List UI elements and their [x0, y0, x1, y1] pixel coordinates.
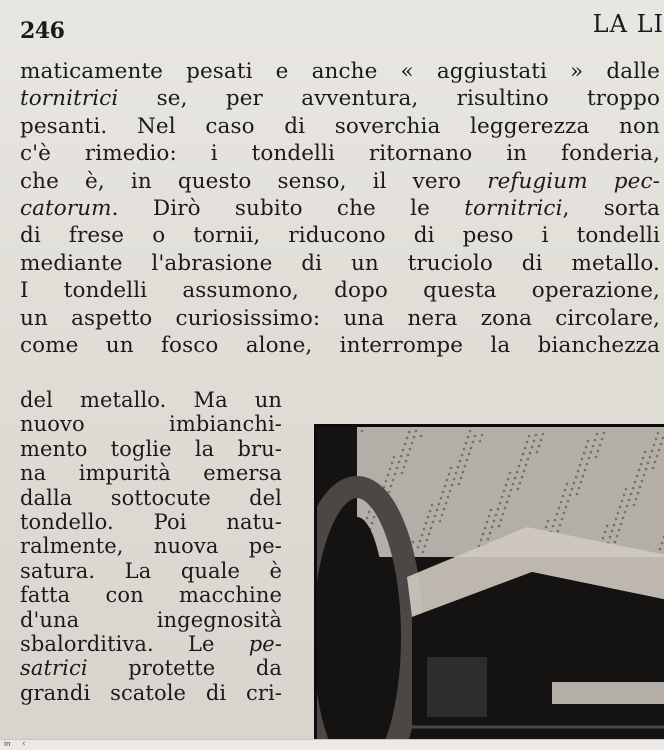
photo-grain [641, 480, 644, 483]
photo-grain [521, 476, 524, 479]
photo-grain [518, 465, 521, 468]
photo-grain [557, 530, 560, 533]
photo-grain [516, 471, 519, 474]
text-line [20, 222, 660, 249]
photo-grain [642, 457, 645, 460]
photo-grain [657, 432, 660, 435]
text-line [20, 250, 660, 277]
photo-grain [426, 539, 429, 542]
photo-grain [630, 493, 633, 496]
text-run: satura. La quale è [20, 558, 282, 583]
text-line [20, 656, 282, 680]
photo-grain [639, 486, 642, 489]
text-run: ralmente, nuova pe- [20, 534, 282, 559]
photo-grain [619, 506, 622, 509]
photo-grain [633, 504, 636, 507]
photo-grain [594, 439, 597, 442]
photo-grain [525, 464, 528, 467]
italic-term: tornitrici [464, 196, 563, 222]
photo-grain [655, 438, 658, 441]
photo-grain [393, 456, 396, 459]
photo-grain [422, 551, 425, 554]
photo-grain [441, 514, 444, 517]
photo-grain [622, 517, 625, 520]
photo-grain [482, 533, 485, 536]
photo-grain [438, 503, 441, 506]
photo-grain [453, 478, 456, 481]
photo-grain [661, 542, 664, 545]
text-line [20, 195, 660, 222]
italic-term: tornitrici [20, 86, 119, 112]
photo-grain [507, 478, 510, 481]
text-run: na impurità emersa [20, 461, 282, 486]
photo-grain [455, 472, 458, 475]
photo-grain [448, 473, 451, 476]
photo-grain [403, 466, 406, 469]
photo-grain [411, 442, 414, 445]
photo-grain [524, 447, 527, 450]
photo-grain [611, 530, 614, 533]
photo-grain [558, 507, 561, 510]
photo-grain [465, 442, 468, 445]
photo-grain [644, 451, 647, 454]
text-line [20, 305, 660, 332]
photo-grain [540, 439, 543, 442]
photo-grain [527, 458, 530, 461]
photo-grain [402, 449, 405, 452]
text-run: protette da [87, 656, 282, 681]
text-run: di frese o tornii, riducono di peso i tondelli [20, 223, 660, 249]
photo-grain [624, 511, 627, 514]
photo-grain [520, 459, 523, 462]
photo-grain [566, 483, 569, 486]
photo-grain [519, 482, 522, 485]
text-run: dalla sottocute del [20, 485, 282, 510]
photo-block [427, 657, 487, 717]
photo-grain [408, 431, 411, 434]
text-run: I tondelli assumono, dopo questa operazione, [20, 278, 660, 304]
photo-grain [371, 522, 374, 525]
photo-grain [460, 477, 463, 480]
text-line [20, 437, 282, 461]
photo-grain [575, 476, 578, 479]
photo-grain [509, 472, 512, 475]
photo-grain [615, 518, 618, 521]
photo-grain [401, 472, 404, 475]
photo-grain [510, 489, 513, 492]
photo-grain [396, 467, 399, 470]
photo-grain [652, 467, 655, 470]
photo-grain [472, 441, 475, 444]
photo-grain [405, 460, 408, 463]
photo-grain [617, 512, 620, 515]
photo-grain [623, 494, 626, 497]
photo-grain [596, 433, 599, 436]
photo-grain [636, 475, 639, 478]
photo-grain [547, 520, 550, 523]
photo-grain [439, 520, 442, 523]
photo-wheel-hub [327, 517, 387, 750]
text-run: un aspetto curiosissimo: una nera zona circolare, [20, 305, 660, 331]
italic-term: pe- [248, 632, 282, 657]
page-number: 246 [20, 18, 65, 44]
page-header [18, 8, 664, 48]
photo-grain [493, 520, 496, 523]
text-run: c'è rimedio: i tondelli ritornano in fonderia, [20, 141, 660, 167]
photo-grain [531, 446, 534, 449]
photo-grain [613, 524, 616, 527]
photo-grain [595, 456, 598, 459]
text-run: d'una ingegnosità [20, 607, 282, 632]
photo-grain [573, 482, 576, 485]
photo-grain [474, 435, 477, 438]
text-run: mediante l'abrasione di un truciolo di metallo. [20, 250, 660, 276]
photo-grain [436, 509, 439, 512]
photo-grain [450, 467, 453, 470]
photo-grain [505, 484, 508, 487]
photo-grain [592, 445, 595, 448]
photo-grain [503, 490, 506, 493]
photo-grain [413, 436, 416, 439]
photo-grain [621, 500, 624, 503]
photo-grain [504, 507, 507, 510]
photo-grain [654, 461, 657, 464]
photo-grain [468, 453, 471, 456]
photo-grain [443, 508, 446, 511]
photo-grain [392, 479, 395, 482]
photo-grain [576, 493, 579, 496]
photo-grain [389, 468, 392, 471]
photo-grain [459, 460, 462, 463]
photo-grain [645, 468, 648, 471]
photo-grain [582, 475, 585, 478]
text-line [20, 85, 660, 112]
photo-grain [451, 484, 454, 487]
photo-grain [427, 516, 430, 519]
photo-grain [538, 445, 541, 448]
photo-grain [499, 502, 502, 505]
photo-grain [517, 488, 520, 491]
text-line [20, 388, 282, 412]
photo-grain [562, 495, 565, 498]
photo-grain [434, 515, 437, 518]
photo-grain [533, 440, 536, 443]
photo-grain [467, 436, 470, 439]
text-line [20, 608, 282, 632]
photo-grain [419, 540, 422, 543]
photo-grain [599, 444, 602, 447]
photo-grain [470, 447, 473, 450]
photo-grain [601, 438, 604, 441]
photo-grain [565, 506, 568, 509]
photo-grain [366, 517, 369, 520]
photo-grain [502, 513, 505, 516]
italic-term: refugium pec- [487, 168, 660, 194]
photo-grain [512, 483, 515, 486]
photo-grain [497, 508, 500, 511]
text-run: che è, in questo senso, il vero [20, 168, 488, 194]
photo-grain [491, 526, 494, 529]
text-line [20, 277, 660, 304]
text-run: maticamente pesati e anche « aggiustati » dalle [20, 59, 660, 84]
photo-illustration [317, 427, 664, 750]
photo-grain [400, 455, 403, 458]
photo-grain [616, 535, 619, 538]
photo-grain [489, 532, 492, 535]
photo-grain [368, 511, 371, 514]
photo-grain [430, 527, 433, 530]
italic-term: catorum [20, 196, 112, 222]
photo-grain [440, 497, 443, 500]
photo-grain [388, 491, 391, 494]
photo-grain [469, 430, 472, 433]
photo-grain [387, 474, 390, 477]
photo-grain [432, 521, 435, 524]
text-run: del metallo. Ma un [20, 388, 282, 412]
photo-grain [442, 491, 445, 494]
photo-grain [579, 464, 582, 467]
photo-grain [604, 531, 607, 534]
photo-grain [486, 521, 489, 524]
photo-grain [542, 433, 545, 436]
text-run: se, per avventura, risultino troppo [118, 86, 660, 112]
photo-grain [580, 481, 583, 484]
photo-grain [535, 434, 538, 437]
running-title: LA LI [592, 10, 664, 38]
photo-grain [653, 444, 656, 447]
photo-grain [618, 529, 621, 532]
photo-grain [577, 470, 580, 473]
photo-grain [412, 541, 415, 544]
text-line [20, 534, 282, 558]
photo-grain [431, 504, 434, 507]
viewer-mark: in [4, 740, 11, 748]
chevron-left-icon[interactable]: ‹ [22, 739, 26, 749]
photo-grain [632, 487, 635, 490]
photo-grain [444, 485, 447, 488]
photo-grain [484, 527, 487, 530]
photo-grain [567, 500, 570, 503]
photo-grain [458, 483, 461, 486]
photo-grain [545, 526, 548, 529]
photo-grain [500, 519, 503, 522]
photo-grain [647, 462, 650, 465]
narrow-column-text [20, 388, 282, 705]
photo-grain [554, 519, 557, 522]
photo-grain [560, 501, 563, 504]
photo-grain [498, 525, 501, 528]
photo-grain [407, 454, 410, 457]
photo-grain [514, 477, 517, 480]
photo-grain [390, 485, 393, 488]
photo-grain [361, 430, 364, 433]
photo-grain [556, 513, 559, 516]
photo-grain [614, 541, 617, 544]
photo-grain [398, 461, 401, 464]
text-line [20, 113, 660, 140]
text-run: fatta con macchine [20, 583, 282, 608]
photo-grain [479, 440, 482, 443]
photo-grain [649, 456, 652, 459]
photo-grain [528, 435, 531, 438]
photo-grain [522, 453, 525, 456]
photo-grain [628, 499, 631, 502]
photo-grain [526, 441, 529, 444]
photo-grain [404, 443, 407, 446]
photo-grain [625, 488, 628, 491]
text-line [20, 332, 660, 359]
photo-grain [635, 498, 638, 501]
photo-grain [506, 501, 509, 504]
photo-grain [583, 452, 586, 455]
photo-grain [481, 434, 484, 437]
text-line [20, 681, 282, 705]
photo-grain [651, 450, 654, 453]
text-line [20, 583, 282, 607]
text-run: pesanti. Nel caso di soverchia leggerezza non [20, 113, 660, 139]
photo-grain [423, 528, 426, 531]
photo-grain [602, 537, 605, 540]
photo-grain [564, 489, 567, 492]
photo-grain [536, 451, 539, 454]
photo-grain [588, 457, 591, 460]
photo-grain [656, 455, 659, 458]
photo-grain [571, 488, 574, 491]
photo-grain [461, 454, 464, 457]
photo-grain [463, 448, 466, 451]
text-line [20, 632, 282, 656]
photo-grain [660, 443, 663, 446]
photo-grain [585, 446, 588, 449]
photo-grain [634, 481, 637, 484]
photo-grain [620, 523, 623, 526]
photo-grain [373, 516, 376, 519]
text-run: tondello. Poi natu- [20, 510, 282, 535]
photo-grain [464, 465, 467, 468]
photo-grain [424, 545, 427, 548]
italic-term: satrici [20, 656, 88, 681]
photo-grain [581, 458, 584, 461]
machine-photograph [314, 424, 664, 750]
text-run: nuovo imbianchi- [20, 412, 282, 437]
text-run: mento toglie la bru- [20, 436, 282, 461]
photo-grain [626, 505, 629, 508]
photo-grain [578, 487, 581, 490]
photo-grain [587, 440, 590, 443]
photo-grain [584, 469, 587, 472]
text-line [20, 559, 282, 583]
photo-grain [391, 462, 394, 465]
photo-grain [637, 492, 640, 495]
text-line [20, 140, 660, 167]
photo-grain [603, 432, 606, 435]
photo-grain [415, 430, 418, 433]
photo-grain [457, 466, 460, 469]
photo-grain [449, 490, 452, 493]
text-line [20, 412, 282, 436]
photo-grain [590, 451, 593, 454]
photo-grain [569, 494, 572, 497]
photo-grain [488, 515, 491, 518]
photo-grain [487, 538, 490, 541]
photo-panel [552, 682, 664, 704]
photo-grain [385, 480, 388, 483]
photo-grain [447, 496, 450, 499]
photo-grain [420, 435, 423, 438]
photo-grain [609, 536, 612, 539]
body-paragraph [20, 58, 660, 359]
photo-grain [658, 449, 661, 452]
photo-grain [643, 474, 646, 477]
text-line [20, 461, 282, 485]
photo-grain [406, 437, 409, 440]
photo-grain [606, 525, 609, 528]
photo-grain [495, 514, 498, 517]
viewer-bottom-bar [0, 739, 664, 750]
photo-grain [429, 510, 432, 513]
photo-grain [559, 524, 562, 527]
photo-grain [421, 534, 424, 537]
photo-grain [417, 546, 420, 549]
photo-grain [523, 470, 526, 473]
photo-grain [409, 448, 412, 451]
text-line [20, 58, 660, 85]
photo-grain [586, 463, 589, 466]
photo-grain [480, 539, 483, 542]
photo-grain [597, 450, 600, 453]
photo-grain [638, 469, 641, 472]
photo-grain [490, 509, 493, 512]
text-line [20, 486, 282, 510]
photo-grain [529, 452, 532, 455]
photo-grain [561, 518, 564, 521]
photo-grain [445, 502, 448, 505]
photo-grain [508, 495, 511, 498]
photo-grain [428, 533, 431, 536]
photo-grain [659, 548, 662, 551]
text-run: grandi scatole di cri- [20, 680, 282, 705]
photo-grain [394, 473, 397, 476]
photo-grain [563, 512, 566, 515]
photo-grain [446, 479, 449, 482]
photo-grain [552, 525, 555, 528]
text-line [20, 168, 660, 195]
photo-grain [462, 471, 465, 474]
text-run: , sorta [562, 196, 660, 222]
photo-grain [501, 496, 504, 499]
text-run: . Dirò subito che le [111, 196, 465, 222]
text-run: sbalorditiva. Le [20, 632, 249, 657]
text-run: come un fosco alone, interrompe la bianchezza [20, 333, 660, 359]
photo-grain [466, 459, 469, 462]
photo-grain [425, 522, 428, 525]
text-line [20, 510, 282, 534]
photo-grain [640, 463, 643, 466]
